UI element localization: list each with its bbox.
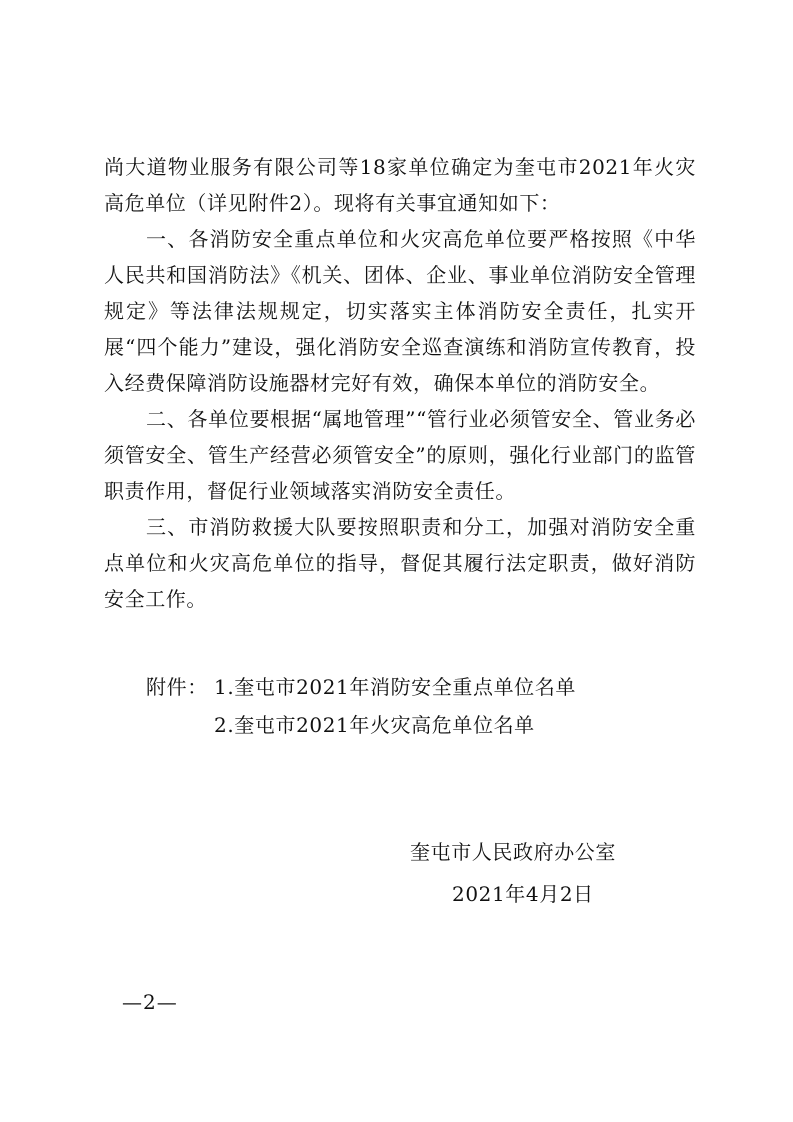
attachments-list <box>146 668 576 744</box>
paragraph-item-3: 三、市消防救援大队要按照职责和分工，加强对消防安全重点单位和火灾高危单位的指导，督促其履行法定职责，做好消防安全工作。 <box>104 515 696 611</box>
attachment-item-1: 1.奎屯市2021年消防安全重点单位名单 <box>214 675 576 699</box>
issuing-organization: 奎屯市人民政府办公室 <box>410 840 616 864</box>
attachment-row <box>146 706 576 744</box>
issue-date: 2021年4月2日 <box>452 882 594 906</box>
attachment-row <box>146 668 576 706</box>
attachment-item-2: 2.奎屯市2021年火灾高危单位名单 <box>214 713 535 737</box>
body-text <box>104 149 696 617</box>
paragraph-item-1: 一、各消防安全重点单位和火灾高危单位要严格按照《中华人民共和国消防法》《机关、团体、企业、事业单位消防安全管理规定》等法律法规规定，切实落实主体消防安全责任，扎实开展“四个能力”建设，强化消防安全巡查演练和消防宣传教育，投入经费保障消防设施器材完好有效，确保本单位的消防安全。 <box>104 227 696 395</box>
paragraph-continuation: 尚大道物业服务有限公司等18家单位确定为奎屯市2021年火灾高危单位（详见附件2）。现将有关事宜通知如下： <box>104 155 696 215</box>
attachments-label: 附件： <box>146 675 208 699</box>
paragraph-item-2: 二、各单位要根据“属地管理”“管行业必须管安全、管业务必须管安全、管生产经营必须管安全”的原则，强化行业部门的监管职责作用，督促行业领域落实消防安全责任。 <box>104 407 696 503</box>
page-number: —2— <box>122 990 178 1014</box>
